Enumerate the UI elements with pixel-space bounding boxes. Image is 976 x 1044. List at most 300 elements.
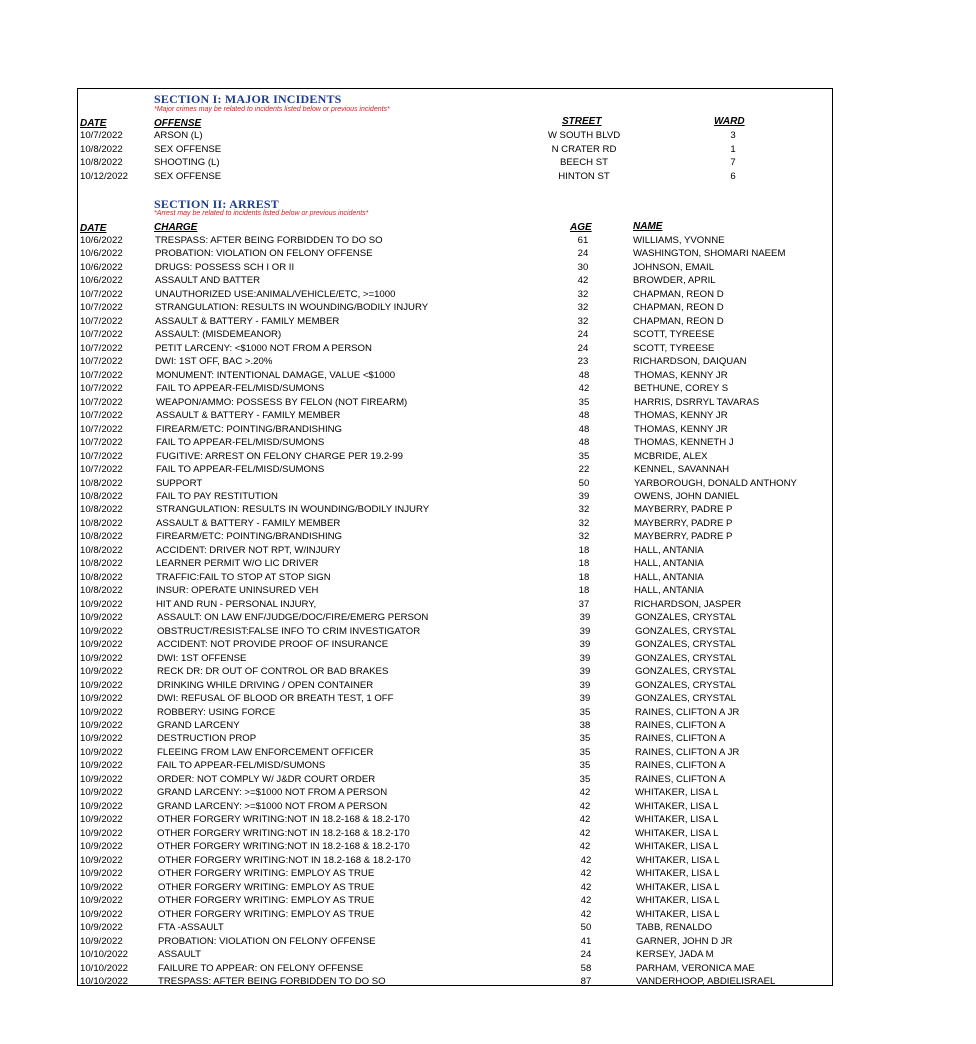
arrest-charge: OTHER FORGERY WRITING:NOT IN 18.2-168 & 18.2-170 — [157, 827, 410, 839]
arrest-charge: RECK DR: DR OUT OF CONTROL OR BAD BRAKES — [157, 666, 389, 678]
arrest-name: HALL, ANTANIA — [634, 571, 704, 583]
arrest-charge: ROBBERY: USING FORCE — [157, 706, 276, 718]
arrest-name: BETHUNE, COREY S — [634, 383, 729, 395]
arrest-name: YARBOROUGH, DONALD ANTHONY — [634, 477, 797, 489]
arrest-date: 10/7/2022 — [80, 302, 123, 314]
arrest-name: THOMAS, KENNY JR — [634, 423, 728, 435]
arrest-date: 10/8/2022 — [80, 585, 123, 597]
arrest-date: 10/9/2022 — [80, 895, 123, 907]
section-1-offense-header: OFFENSE — [154, 118, 202, 129]
arrest-name: GONZALES, CRYSTAL — [635, 693, 736, 705]
arrest-charge: FAILURE TO APPEAR: ON FELONY OFFENSE — [158, 962, 364, 974]
arrest-date: 10/9/2022 — [80, 652, 123, 664]
arrest-name: BROWDER, APRIL — [633, 275, 716, 287]
arrest-charge: WEAPON/AMMO: POSSESS BY FELON (NOT FIREARM) — [156, 396, 408, 408]
arrest-age: 32 — [577, 315, 589, 327]
arrest-age: 35 — [579, 746, 591, 758]
arrest-name: RAINES, CLIFTON A — [635, 760, 726, 772]
arrest-name: TABB, RENALDO — [636, 922, 713, 934]
arrest-charge: OTHER FORGERY WRITING: EMPLOY AS TRUE — [158, 895, 375, 907]
arrest-age: 35 — [579, 706, 591, 718]
arrest-date: 10/9/2022 — [80, 706, 123, 718]
section-1-title: SECTION I: MAJOR INCIDENTS — [154, 92, 342, 106]
arrest-date: 10/9/2022 — [80, 854, 123, 866]
arrest-name: RICHARDSON, DAIQUAN — [633, 356, 747, 368]
arrest-row — [78, 396, 834, 409]
arrest-date: 10/7/2022 — [80, 369, 123, 381]
incident-street: BEECH ST — [560, 157, 608, 169]
arrest-date: 10/9/2022 — [80, 814, 123, 826]
section-2-date-header: DATE — [80, 223, 107, 234]
arrest-charge: UNAUTHORIZED USE:ANIMAL/VEHICLE/ETC, >=1000 — [155, 288, 396, 300]
arrest-date: 10/8/2022 — [80, 571, 123, 583]
arrest-age: 42 — [579, 787, 591, 799]
arrest-charge: FAIL TO APPEAR-FEL/MISD/SUMONS — [157, 760, 326, 772]
incident-row — [78, 156, 834, 169]
arrest-date: 10/10/2022 — [80, 949, 129, 961]
arrest-charge: ASSAULT & BATTERY - FAMILY MEMBER — [156, 517, 341, 529]
arrest-date: 10/9/2022 — [80, 908, 123, 920]
arrest-date: 10/9/2022 — [80, 666, 123, 678]
arrest-date: 10/10/2022 — [80, 976, 129, 987]
arrest-name: MAYBERRY, PADRE P — [634, 517, 733, 529]
arrest-charge: OBSTRUCT/RESIST:FALSE INFO TO CRIM INVESTIGATOR — [157, 625, 421, 637]
arrest-name: THOMAS, KENNY JR — [634, 369, 728, 381]
arrest-row — [78, 463, 834, 476]
arrest-row — [78, 908, 834, 921]
arrest-age: 39 — [579, 612, 591, 624]
arrest-charge: FAIL TO PAY RESTITUTION — [156, 490, 278, 502]
arrest-charge: ACCIDENT: NOT PROVIDE PROOF OF INSURANCE — [157, 639, 389, 651]
arrest-name: RICHARDSON, JASPER — [634, 598, 742, 610]
arrest-age: 42 — [580, 881, 592, 893]
arrest-age: 39 — [579, 679, 591, 691]
arrest-row — [78, 800, 834, 813]
arrest-row — [78, 652, 834, 665]
incident-offense: ARSON (L) — [154, 130, 203, 141]
arrest-date: 10/7/2022 — [80, 342, 123, 354]
arrest-name: WHITAKER, LISA L — [635, 814, 719, 826]
report-sheet — [77, 88, 833, 986]
arrest-charge: ORDER: NOT COMPLY W/ J&DR COURT ORDER — [157, 773, 376, 785]
arrest-date: 10/9/2022 — [80, 935, 123, 947]
arrest-name: MAYBERRY, PADRE P — [634, 531, 733, 543]
arrest-row — [78, 665, 834, 678]
arrest-charge: DESTRUCTION PROP — [157, 733, 257, 745]
section-1-ward-header: WARD — [714, 116, 745, 127]
arrest-charge: DWI: 1ST OFFENSE — [157, 652, 247, 664]
arrest-date: 10/7/2022 — [80, 437, 123, 449]
arrest-charge: GRAND LARCENY — [157, 720, 240, 732]
arrest-charge: ASSAULT AND BATTER — [155, 275, 261, 287]
arrest-row — [78, 732, 834, 745]
arrest-age: 50 — [580, 922, 592, 934]
arrest-row — [78, 935, 834, 948]
arrest-row — [78, 813, 834, 826]
incident-date: 10/8/2022 — [80, 143, 123, 155]
arrest-row — [78, 854, 834, 867]
arrest-name: RAINES, CLIFTON A JR — [635, 746, 740, 758]
arrest-age: 32 — [578, 517, 590, 529]
arrest-name: HALL, ANTANIA — [634, 558, 704, 570]
arrest-row — [78, 975, 834, 988]
arrest-age: 35 — [578, 396, 590, 408]
arrest-date: 10/7/2022 — [80, 423, 123, 435]
arrest-charge: STRANGULATION: RESULTS IN WOUNDING/BODILY INJURY — [156, 504, 430, 516]
arrest-row — [78, 706, 834, 719]
arrest-charge: HIT AND RUN - PERSONAL INJURY, — [156, 598, 317, 610]
arrest-name: RAINES, CLIFTON A — [635, 773, 726, 785]
arrest-charge: FLEEING FROM LAW ENFORCEMENT OFFICER — [157, 746, 374, 758]
arrest-row — [78, 503, 834, 516]
arrest-name: OWENS, JOHN DANIEL — [634, 490, 740, 502]
arrest-row — [78, 450, 834, 463]
arrest-row — [78, 786, 834, 799]
arrest-charge: FUGITIVE: ARREST ON FELONY CHARGE PER 19.2-99 — [156, 450, 404, 462]
arrest-row — [78, 234, 834, 247]
arrest-charge: PROBATION: VIOLATION ON FELONY OFFENSE — [155, 248, 373, 260]
arrest-charge: OTHER FORGERY WRITING:NOT IN 18.2-168 & 18.2-170 — [157, 841, 410, 853]
arrest-date: 10/7/2022 — [80, 329, 123, 341]
arrest-name: WHITAKER, LISA L — [636, 868, 720, 880]
arrest-row — [78, 301, 834, 314]
arrest-date: 10/9/2022 — [80, 760, 123, 772]
arrest-row — [78, 584, 834, 597]
arrest-age: 35 — [579, 760, 591, 772]
arrest-charge: OTHER FORGERY WRITING: EMPLOY AS TRUE — [158, 908, 375, 920]
arrest-date: 10/7/2022 — [80, 464, 123, 476]
arrest-date: 10/9/2022 — [80, 787, 123, 799]
arrest-age: 39 — [579, 693, 591, 705]
arrest-charge: TRAFFIC:FAIL TO STOP AT STOP SIGN — [156, 571, 331, 583]
arrest-name: HALL, ANTANIA — [634, 585, 704, 597]
arrest-date: 10/7/2022 — [80, 450, 123, 462]
arrest-charge: FAIL TO APPEAR-FEL/MISD/SUMONS — [156, 437, 325, 449]
arrest-date: 10/6/2022 — [80, 261, 123, 273]
arrest-row — [78, 369, 834, 382]
arrest-row — [78, 436, 834, 449]
arrest-age: 24 — [577, 342, 589, 354]
arrest-age: 42 — [580, 854, 592, 866]
incident-offense: SEX OFFENSE — [154, 171, 222, 183]
arrest-charge: DWI: 1ST OFF, BAC >.20% — [155, 356, 273, 368]
arrest-age: 61 — [577, 235, 589, 246]
arrest-row — [78, 625, 834, 638]
arrest-date: 10/9/2022 — [80, 693, 123, 705]
section-2-note: *Arrest may be related to incidents listed below or previous incidents* — [154, 210, 369, 217]
arrest-name: GARNER, JOHN D JR — [636, 935, 733, 947]
arrest-age: 48 — [578, 369, 590, 381]
arrest-age: 42 — [580, 908, 592, 920]
arrest-row — [78, 948, 834, 961]
arrest-row — [78, 598, 834, 611]
arrest-age: 24 — [577, 248, 589, 260]
arrest-age: 42 — [577, 275, 589, 287]
arrest-charge: FAIL TO APPEAR-FEL/MISD/SUMONS — [156, 464, 325, 476]
arrest-date: 10/9/2022 — [80, 773, 123, 785]
arrest-date: 10/9/2022 — [80, 720, 123, 732]
arrest-age: 18 — [578, 558, 590, 570]
arrest-charge: OTHER FORGERY WRITING:NOT IN 18.2-168 & 18.2-170 — [158, 854, 411, 866]
arrest-date: 10/8/2022 — [80, 517, 123, 529]
arrest-name: WHITAKER, LISA L — [635, 787, 719, 799]
arrest-age: 32 — [578, 504, 590, 516]
section-2-charge-header: CHARGE — [154, 222, 198, 233]
arrest-charge: STRANGULATION: RESULTS IN WOUNDING/BODILY INJURY — [155, 302, 429, 314]
arrest-date: 10/9/2022 — [80, 868, 123, 880]
arrest-date: 10/9/2022 — [80, 625, 123, 637]
arrest-name: RAINES, CLIFTON A JR — [635, 706, 740, 718]
arrest-row — [78, 288, 834, 301]
arrest-name: GONZALES, CRYSTAL — [635, 639, 736, 651]
arrest-date: 10/8/2022 — [80, 477, 123, 489]
arrest-name: MCBRIDE, ALEX — [634, 450, 708, 462]
arrest-row — [78, 328, 834, 341]
arrest-name: SCOTT, TYREESE — [633, 329, 715, 341]
arrest-name: HARRIS, DSRRYL TAVARAS — [634, 396, 760, 408]
arrest-date: 10/9/2022 — [80, 827, 123, 839]
arrest-charge: DRINKING WHILE DRIVING / OPEN CONTAINER — [157, 679, 374, 691]
arrest-charge: PETIT LARCENY: <$1000 NOT FROM A PERSON — [155, 342, 372, 354]
arrest-name: GONZALES, CRYSTAL — [635, 612, 736, 624]
arrest-date: 10/10/2022 — [80, 962, 129, 974]
incident-offense: SHOOTING (L) — [154, 157, 220, 169]
arrest-name: WHITAKER, LISA L — [636, 908, 720, 920]
arrest-row — [78, 477, 834, 490]
arrest-row — [78, 759, 834, 772]
arrest-age: 42 — [579, 827, 591, 839]
arrest-age: 18 — [578, 585, 590, 597]
arrest-charge: GRAND LARCENY: >=$1000 NOT FROM A PERSON — [157, 787, 388, 799]
arrest-date: 10/7/2022 — [80, 356, 123, 368]
arrest-row — [78, 315, 834, 328]
arrest-name: HALL, ANTANIA — [634, 544, 704, 556]
arrest-date: 10/7/2022 — [80, 410, 123, 422]
arrest-date: 10/9/2022 — [80, 800, 123, 812]
arrest-date: 10/9/2022 — [80, 612, 123, 624]
arrest-date: 10/9/2022 — [80, 598, 123, 610]
section-1-street-header: STREET — [562, 116, 602, 127]
arrest-name: WILLIAMS, YVONNE — [633, 235, 725, 246]
arrest-charge: SUPPORT — [156, 477, 203, 489]
arrest-name: GONZALES, CRYSTAL — [635, 625, 736, 637]
section-2-title: SECTION II: ARREST — [154, 197, 279, 211]
arrest-age: 87 — [580, 976, 592, 987]
arrest-row — [78, 571, 834, 584]
arrest-age: 39 — [579, 666, 591, 678]
arrest-age: 18 — [578, 544, 590, 556]
arrest-age: 35 — [578, 450, 590, 462]
arrest-date: 10/6/2022 — [80, 275, 123, 287]
arrest-row — [78, 962, 834, 975]
arrest-age: 48 — [578, 410, 590, 422]
arrest-row — [78, 773, 834, 786]
section-1-note: *Major crimes may be related to incidents listed below or previous incidents* — [154, 106, 390, 113]
arrest-date: 10/6/2022 — [80, 248, 123, 260]
arrest-row — [78, 827, 834, 840]
arrest-date: 10/9/2022 — [80, 922, 123, 934]
arrest-age: 32 — [578, 531, 590, 543]
arrest-age: 50 — [578, 477, 590, 489]
arrest-age: 39 — [579, 625, 591, 637]
arrest-charge: ASSAULT — [158, 949, 202, 961]
arrest-age: 48 — [578, 423, 590, 435]
arrest-age: 24 — [577, 329, 589, 341]
arrest-age: 42 — [580, 868, 592, 880]
arrest-charge: ASSAULT: ON LAW ENF/JUDGE/DOC/FIRE/EMERG PERSON — [157, 612, 429, 624]
arrest-name: CHAPMAN, REON D — [633, 288, 724, 300]
arrest-charge: ACCIDENT: DRIVER NOT RPT, W/INJURY — [156, 544, 341, 556]
section-2-age-header: AGE — [570, 222, 592, 233]
incident-row — [78, 170, 834, 183]
arrest-name: WHITAKER, LISA L — [635, 827, 719, 839]
arrest-charge: OTHER FORGERY WRITING: EMPLOY AS TRUE — [158, 881, 375, 893]
arrest-name: WASHINGTON, SHOMARI NAEEM — [633, 248, 786, 260]
incident-date: 10/8/2022 — [80, 157, 123, 169]
arrest-charge: ASSAULT & BATTERY - FAMILY MEMBER — [155, 315, 340, 327]
arrest-charge: FTA -ASSAULT — [158, 922, 224, 934]
arrest-charge: INSUR: OPERATE UNINSURED VEH — [156, 585, 319, 597]
arrest-name: GONZALES, CRYSTAL — [635, 679, 736, 691]
arrest-row — [78, 274, 834, 287]
arrest-date: 10/7/2022 — [80, 288, 123, 300]
arrest-row — [78, 530, 834, 543]
arrest-charge: FIREARM/ETC: POINTING/BRANDISHING — [156, 531, 343, 543]
arrest-date: 10/8/2022 — [80, 490, 123, 502]
arrest-name: CHAPMAN, REON D — [633, 315, 724, 327]
arrest-date: 10/7/2022 — [80, 396, 123, 408]
arrest-age: 22 — [578, 464, 590, 476]
arrest-row — [78, 517, 834, 530]
arrest-age: 38 — [579, 720, 591, 732]
arrest-age: 24 — [580, 949, 592, 961]
arrest-age: 42 — [579, 841, 591, 853]
incident-ward: 6 — [730, 171, 736, 183]
incident-row — [78, 129, 834, 142]
arrest-date: 10/7/2022 — [80, 315, 123, 327]
arrest-charge: PROBATION: VIOLATION ON FELONY OFFENSE — [158, 935, 376, 947]
arrest-age: 41 — [580, 935, 592, 947]
arrest-date: 10/9/2022 — [80, 746, 123, 758]
incident-street: W SOUTH BLVD — [547, 130, 621, 141]
incident-street: HINTON ST — [558, 171, 610, 183]
arrest-row — [78, 355, 834, 368]
arrest-date: 10/8/2022 — [80, 531, 123, 543]
incident-ward: 3 — [730, 130, 736, 141]
arrest-name: WHITAKER, LISA L — [635, 800, 719, 812]
arrest-age: 35 — [579, 773, 591, 785]
incident-offense: SEX OFFENSE — [154, 143, 222, 155]
arrest-name: CHAPMAN, REON D — [633, 302, 724, 314]
arrest-row — [78, 247, 834, 260]
arrest-charge: TRESPASS: AFTER BEING FORBIDDEN TO DO SO — [158, 976, 386, 987]
arrest-row — [78, 557, 834, 570]
incident-ward: 1 — [730, 143, 736, 155]
arrest-name: PARHAM, VERONICA MAE — [636, 962, 755, 974]
arrest-age: 39 — [579, 652, 591, 664]
arrest-age: 39 — [579, 639, 591, 651]
arrest-age: 35 — [579, 733, 591, 745]
arrest-age: 42 — [580, 895, 592, 907]
arrest-charge: LEARNER PERMIT W/O LIC DRIVER — [156, 558, 319, 570]
arrest-name: SCOTT, TYREESE — [633, 342, 715, 354]
arrest-row — [78, 921, 834, 934]
arrest-age: 42 — [578, 383, 590, 395]
section-2-name-header: NAME — [633, 221, 663, 232]
incident-street: N CRATER RD — [551, 143, 617, 155]
arrest-charge: FIREARM/ETC: POINTING/BRANDISHING — [156, 423, 343, 435]
arrest-row — [78, 423, 834, 436]
arrest-charge: DRUGS: POSSESS SCH I OR II — [155, 261, 295, 273]
arrest-name: THOMAS, KENNETH J — [634, 437, 734, 449]
arrest-name: WHITAKER, LISA L — [636, 881, 720, 893]
arrest-row — [78, 881, 834, 894]
arrest-row — [78, 679, 834, 692]
arrest-charge: GRAND LARCENY: >=$1000 NOT FROM A PERSON — [157, 800, 388, 812]
arrest-row — [78, 719, 834, 732]
arrest-row — [78, 382, 834, 395]
arrest-age: 58 — [580, 962, 592, 974]
arrest-row — [78, 746, 834, 759]
arrest-row — [78, 544, 834, 557]
arrest-date: 10/9/2022 — [80, 733, 123, 745]
section-1-date-header: DATE — [80, 118, 107, 129]
arrest-row — [78, 611, 834, 624]
arrest-age: 23 — [577, 356, 589, 368]
arrest-name: WHITAKER, LISA L — [636, 895, 720, 907]
arrest-name: GONZALES, CRYSTAL — [635, 666, 736, 678]
arrest-row — [78, 867, 834, 880]
arrest-age: 42 — [579, 814, 591, 826]
arrest-row — [78, 342, 834, 355]
arrest-age: 48 — [578, 437, 590, 449]
arrest-date: 10/8/2022 — [80, 504, 123, 516]
arrest-name: KENNEL, SAVANNAH — [634, 464, 730, 476]
arrest-row — [78, 638, 834, 651]
arrest-row — [78, 840, 834, 853]
arrest-charge: OTHER FORGERY WRITING: EMPLOY AS TRUE — [158, 868, 375, 880]
arrest-row — [78, 261, 834, 274]
arrest-charge: ASSAULT: (MISDEMEANOR) — [155, 329, 282, 341]
incident-ward: 7 — [730, 157, 736, 169]
arrest-name: VANDERHOOP, ABDIELISRAEL — [636, 976, 776, 987]
arrest-row — [78, 894, 834, 907]
arrest-charge: OTHER FORGERY WRITING:NOT IN 18.2-168 & 18.2-170 — [157, 814, 410, 826]
incident-row — [78, 143, 834, 156]
arrest-date: 10/9/2022 — [80, 881, 123, 893]
arrest-age: 30 — [577, 261, 589, 273]
arrest-date: 10/8/2022 — [80, 558, 123, 570]
arrest-row — [78, 692, 834, 705]
arrest-row — [78, 409, 834, 422]
incident-date: 10/12/2022 — [80, 171, 129, 183]
arrest-name: WHITAKER, LISA L — [636, 854, 720, 866]
arrest-date: 10/8/2022 — [80, 544, 123, 556]
arrest-date: 10/6/2022 — [80, 235, 123, 246]
arrest-age: 18 — [578, 571, 590, 583]
arrest-date: 10/9/2022 — [80, 841, 123, 853]
arrest-name: KERSEY, JADA M — [636, 949, 714, 961]
arrest-row — [78, 490, 834, 503]
arrest-age: 32 — [577, 288, 589, 300]
arrest-name: RAINES, CLIFTON A — [635, 720, 726, 732]
arrest-age: 39 — [578, 490, 590, 502]
arrest-name: WHITAKER, LISA L — [635, 841, 719, 853]
arrest-name: GONZALES, CRYSTAL — [635, 652, 736, 664]
arrest-date: 10/9/2022 — [80, 679, 123, 691]
arrest-age: 42 — [579, 800, 591, 812]
arrest-charge: TRESPASS: AFTER BEING FORBIDDEN TO DO SO — [155, 235, 383, 246]
